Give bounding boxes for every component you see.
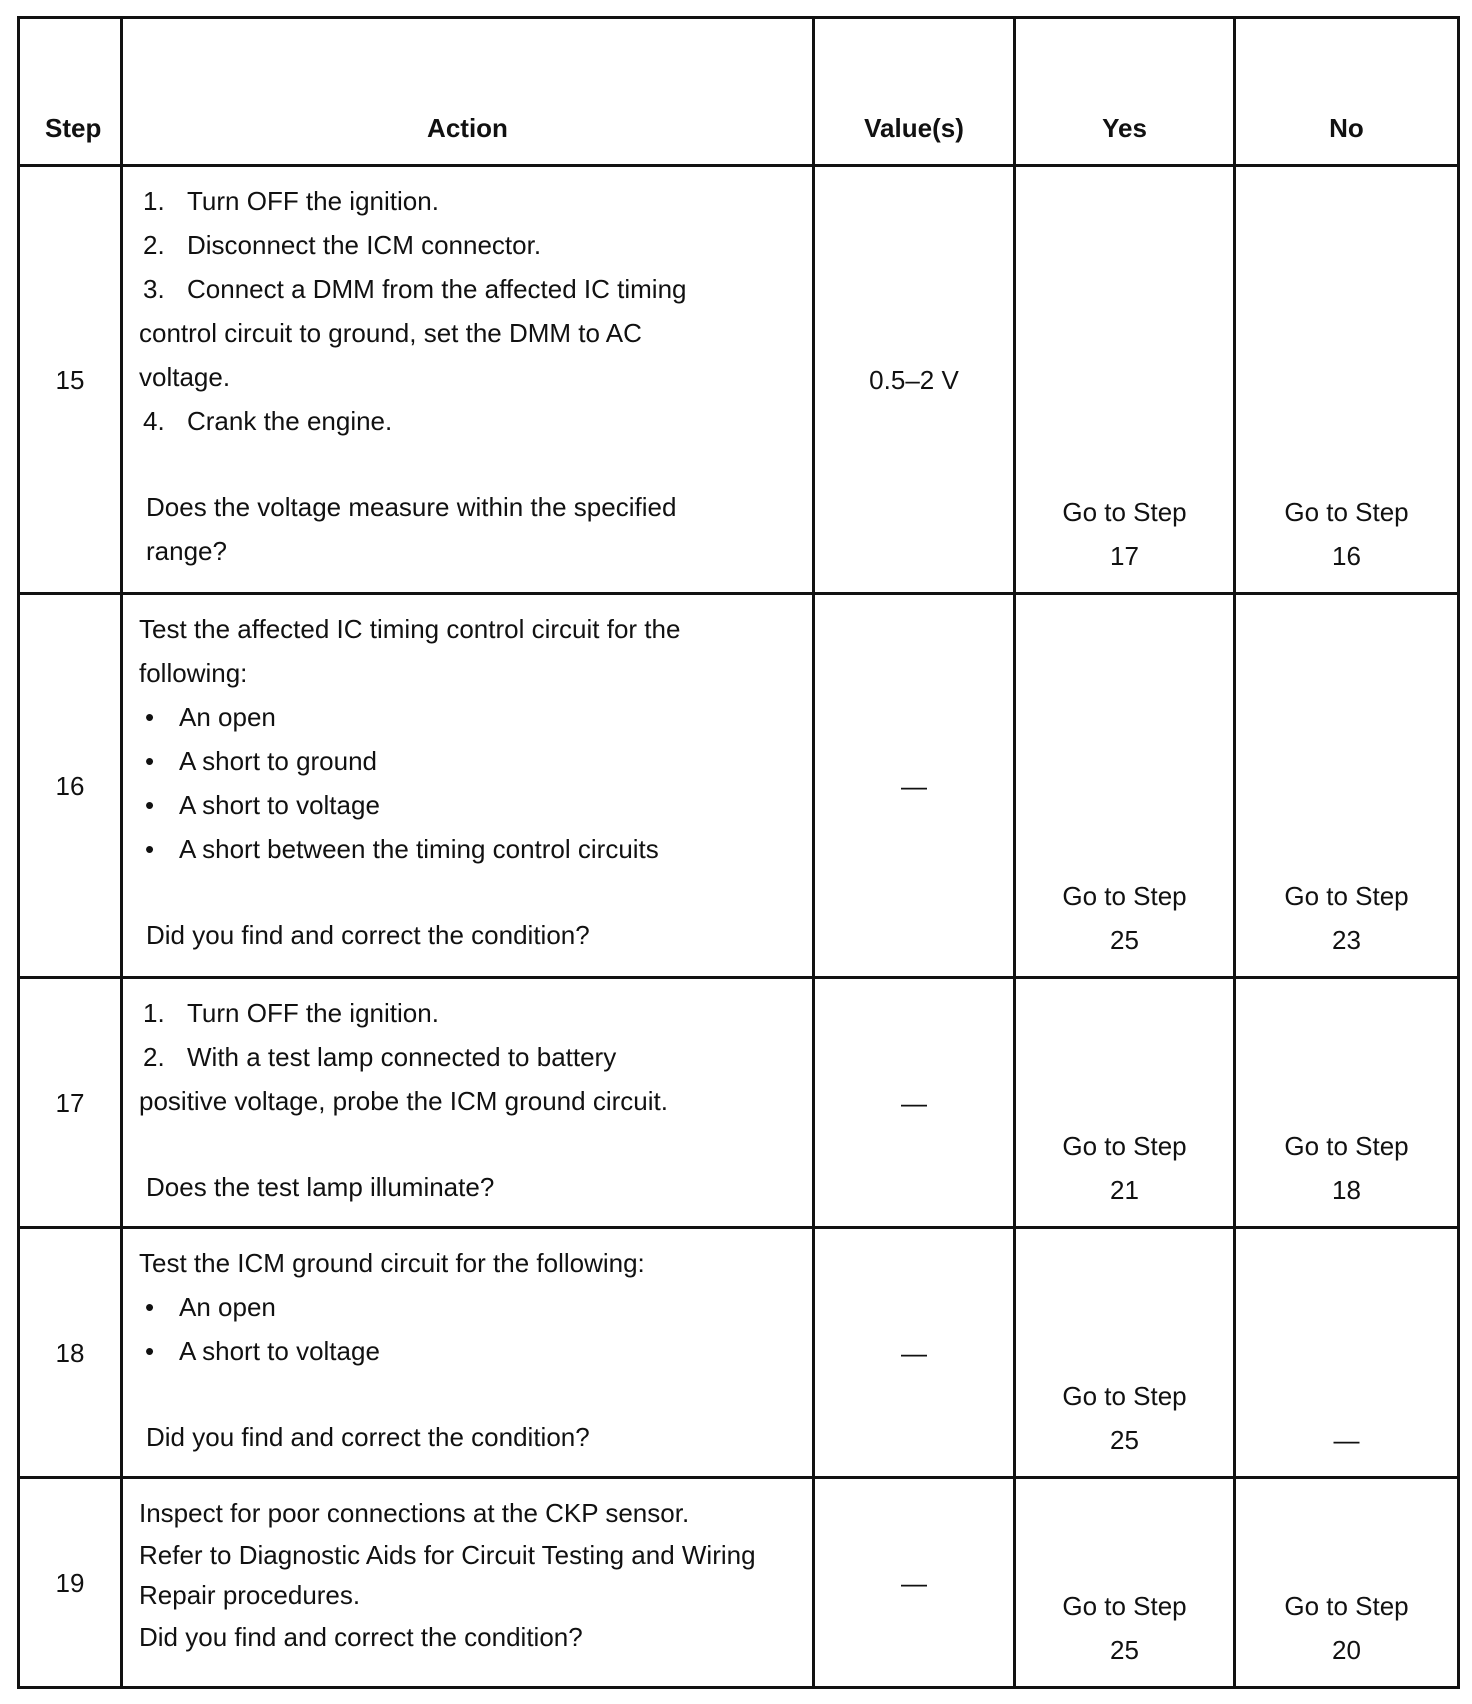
no-cell: Go to Step 18 [1235,978,1459,1228]
value-cell: — [814,978,1015,1228]
action-bullet-item: • A short to ground [145,746,378,776]
action-bullet-item: • A short to voltage [145,1336,380,1366]
action-step-item: 2. With a test lamp connected to battery positive voltage, probe the ICM ground circuit. [139,1042,668,1116]
action-step-item: 1. Turn OFF the ignition. [143,998,439,1028]
no-cell: Go to Step 20 [1235,1478,1459,1688]
action-question: Does the test lamp illuminate? [146,1172,495,1202]
step-number: 17 [19,978,122,1228]
action-question: Did you find and correct the condition? [139,1622,583,1652]
no-cell: Go to Step 23 [1235,594,1459,978]
action-cell [122,594,814,978]
action-cell [122,978,814,1228]
action-reference: Refer to Diagnostic Aids for Circuit Testing and Wiring Repair procedures. [139,1540,756,1610]
action-cell [122,1228,814,1478]
step-number: 16 [19,594,122,978]
action-question: Does the voltage measure within the specified range? [146,492,677,566]
action-bullet-item: • A short between the timing control circuits [145,834,659,864]
action-bullet-item: • An open [145,702,276,732]
header-yes: Yes [1015,18,1235,166]
action-bullet-item: • A short to voltage [145,790,380,820]
table-row [19,1478,1459,1688]
action-step-item: 1. Turn OFF the ignition. [143,186,439,216]
yes-cell: Go to Step 25 [1015,1228,1235,1478]
value-cell: — [814,1478,1015,1688]
step-number: 19 [19,1478,122,1688]
action-bullet-item: • An open [145,1292,276,1322]
table-row [19,978,1459,1228]
action-intro: Test the affected IC timing control circuit for the following: [139,614,681,688]
no-cell: — [1235,1228,1459,1478]
yes-cell: Go to Step 25 [1015,1478,1235,1688]
header-step: Step [19,18,122,166]
diagnostic-table [17,16,1460,1689]
action-intro: Inspect for poor connections at the CKP sensor. [139,1498,690,1528]
no-cell: Go to Step 16 [1235,166,1459,594]
header-row [19,18,1459,166]
yes-cell: Go to Step 17 [1015,166,1235,594]
action-question: Did you find and correct the condition? [146,920,590,950]
value-cell: 0.5–2 V [814,166,1015,594]
header-no: No [1235,18,1459,166]
value-cell: — [814,1228,1015,1478]
yes-cell: Go to Step 21 [1015,978,1235,1228]
header-values: Value(s) [814,18,1015,166]
action-step-item: 4. Crank the engine. [143,406,393,436]
table-row [19,166,1459,594]
value-cell: — [814,594,1015,978]
action-cell [122,1478,814,1688]
action-step-item: 3. Connect a DMM from the affected IC timing control circuit to ground, set the DMM to AC voltage. [139,274,687,392]
header-action: Action [122,18,814,166]
table-row [19,1228,1459,1478]
action-question: Did you find and correct the condition? [146,1422,590,1452]
action-intro: Test the ICM ground circuit for the following: [139,1248,645,1278]
action-step-item: 2. Disconnect the ICM connector. [143,230,542,260]
yes-cell: Go to Step 25 [1015,594,1235,978]
table-row [19,594,1459,978]
step-number: 18 [19,1228,122,1478]
action-cell [122,166,814,594]
step-number: 15 [19,166,122,594]
